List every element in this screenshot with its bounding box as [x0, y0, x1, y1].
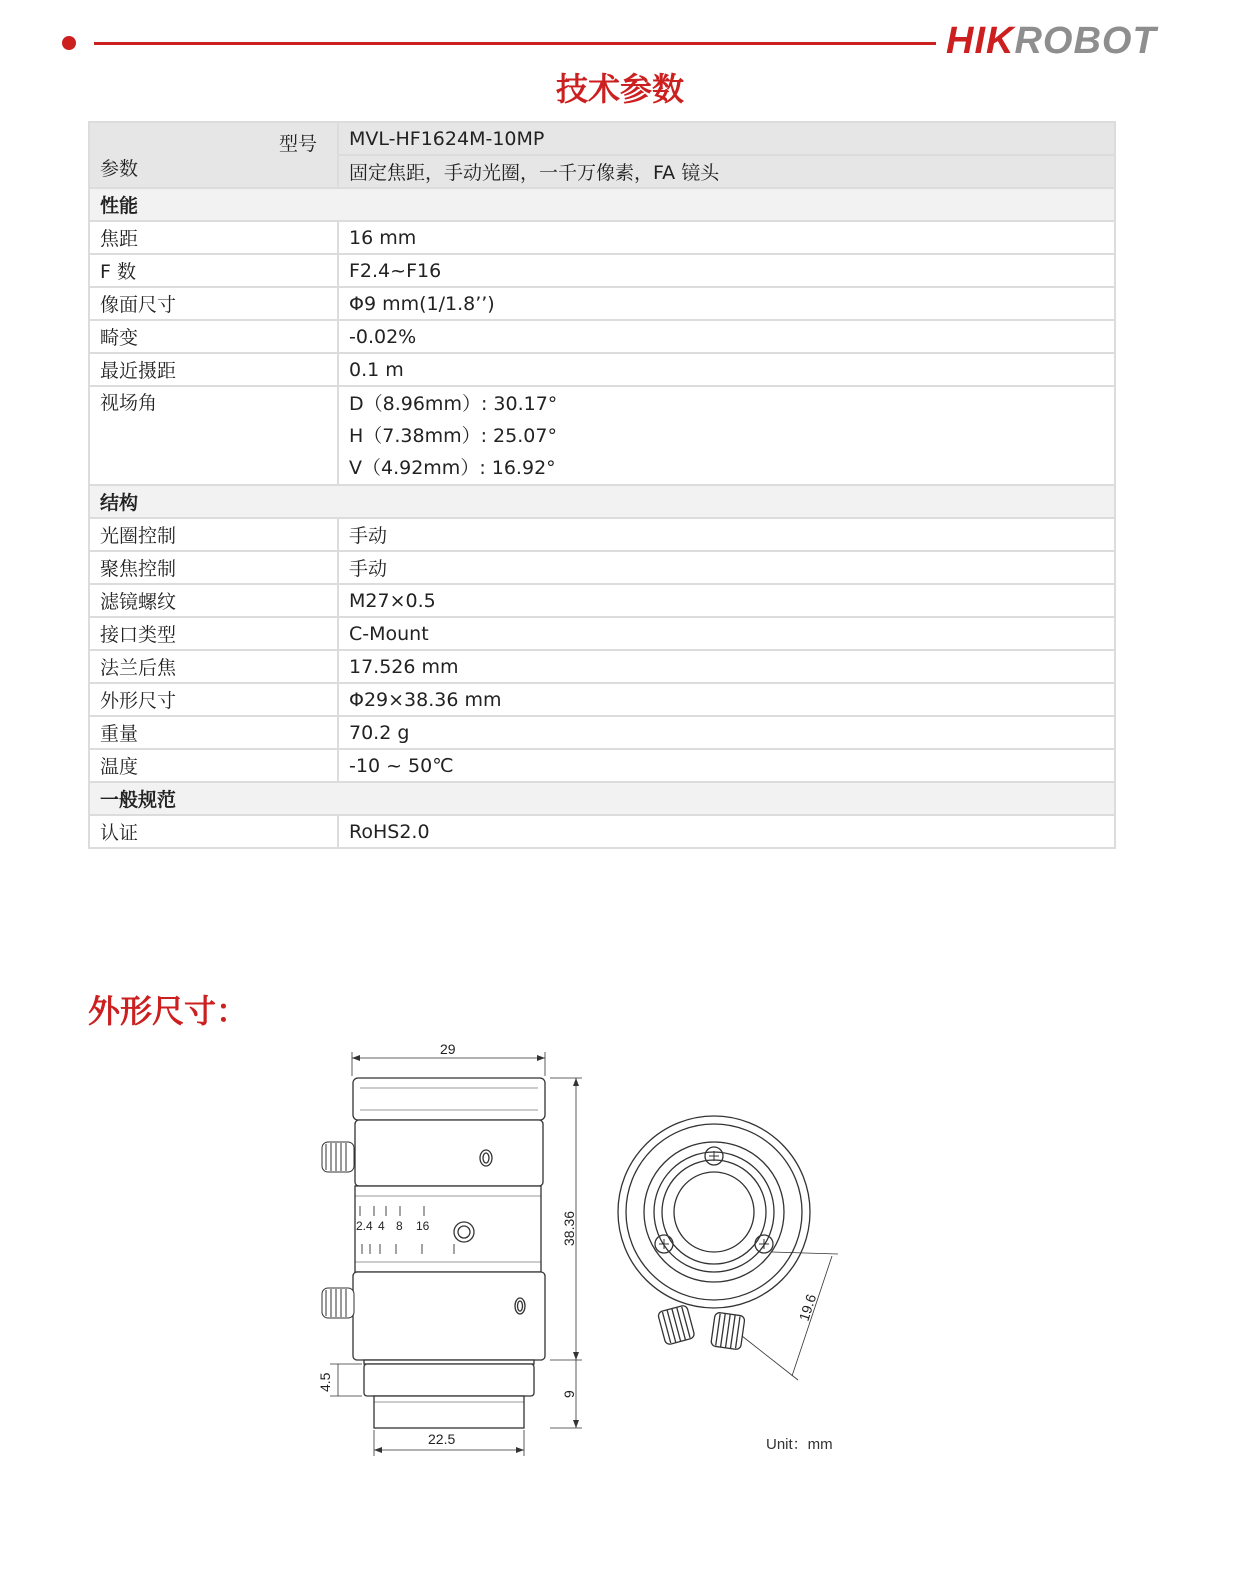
spec-label: 光圈控制	[89, 518, 338, 551]
spec-label: 视场角	[89, 386, 338, 485]
spec-value: 16 mm	[338, 221, 1115, 254]
spec-label: 温度	[89, 749, 338, 782]
spec-row	[89, 254, 1115, 287]
spec-value: 0.1 m	[338, 353, 1115, 386]
corner-cell	[89, 122, 338, 188]
spec-row	[89, 683, 1115, 716]
corner-model-label: 型号	[278, 133, 317, 155]
spec-value: F2.4~F16	[338, 254, 1115, 287]
model-row	[89, 122, 1115, 155]
f-tick-1: 2.4	[356, 1219, 373, 1233]
header-rule	[94, 42, 936, 45]
spec-row	[89, 287, 1115, 320]
spec-row	[89, 650, 1115, 683]
spec-label: 滤镜螺纹	[89, 584, 338, 617]
page-title: 技术参数	[555, 70, 684, 108]
unit-label: Unit：mm	[766, 1436, 833, 1453]
dim-flange: 4.5	[317, 1372, 333, 1392]
dim-length: 38.36	[561, 1210, 577, 1246]
dim-mount-length: 9	[561, 1390, 577, 1398]
corner-param-label: 参数	[100, 158, 139, 180]
spec-value: 17.526 mm	[338, 650, 1115, 683]
spec-label: 接口类型	[89, 617, 338, 650]
spec-row	[89, 815, 1115, 848]
section-heading: 结构	[89, 485, 1115, 518]
dimensions-title: 外形尺寸：	[88, 992, 249, 1030]
f-tick-3: 8	[396, 1219, 403, 1233]
spec-label: 聚焦控制	[89, 551, 338, 584]
spec-row	[89, 320, 1115, 353]
hikrobot-logo	[946, 20, 1157, 63]
dim-width-top: 29	[440, 1041, 456, 1057]
spec-table	[88, 121, 1116, 849]
spec-label: 像面尺寸	[89, 287, 338, 320]
spec-label: 法兰后焦	[89, 650, 338, 683]
model-value: MVL-HF1624M-10MP	[338, 122, 1115, 155]
spec-row	[89, 386, 1115, 485]
spec-label: 焦距	[89, 221, 338, 254]
section-heading: 性能	[89, 188, 1115, 221]
section-row	[89, 782, 1115, 815]
lens-dimension-drawing	[300, 1030, 860, 1470]
logo-robot: ROBOT	[1014, 20, 1157, 62]
spec-label: 最近摄距	[89, 353, 338, 386]
spec-value: 手动	[338, 518, 1115, 551]
logo-hik: HIK	[946, 20, 1015, 62]
spec-value: 70.2 g	[338, 716, 1115, 749]
section-row	[89, 485, 1115, 518]
spec-row	[89, 749, 1115, 782]
spec-value: RoHS2.0	[338, 815, 1115, 848]
spec-row	[89, 716, 1115, 749]
spec-row	[89, 353, 1115, 386]
spec-row	[89, 551, 1115, 584]
spec-value: -0.02%	[338, 320, 1115, 353]
spec-value	[338, 386, 1115, 485]
spec-row	[89, 617, 1115, 650]
spec-value-line: V（4.92mm）: 16.92°	[349, 457, 556, 479]
spec-label: 重量	[89, 716, 338, 749]
spec-label: F 数	[89, 254, 338, 287]
spec-row	[89, 518, 1115, 551]
spec-value: -10 ~ 50℃	[338, 749, 1115, 782]
spec-value: M27×0.5	[338, 584, 1115, 617]
spec-value-line: H（7.38mm）: 25.07°	[349, 425, 557, 447]
f-tick-4: 16	[416, 1219, 430, 1233]
dim-screw-offset: 19.6	[795, 1292, 820, 1323]
description-value: 固定焦距，手动光圈，一千万像素，FA 镜头	[338, 155, 1115, 188]
spec-row	[89, 221, 1115, 254]
header-dot	[62, 36, 76, 50]
spec-value-line: D（8.96mm）: 30.17°	[349, 393, 558, 415]
spec-value: 手动	[338, 551, 1115, 584]
dim-mount-diameter: 22.5	[428, 1431, 456, 1447]
spec-row	[89, 584, 1115, 617]
spec-value: C-Mount	[338, 617, 1115, 650]
spec-value: Φ9 mm(1/1.8’’)	[338, 287, 1115, 320]
section-row	[89, 188, 1115, 221]
section-heading: 一般规范	[89, 782, 1115, 815]
f-tick-2: 4	[378, 1219, 385, 1233]
spec-label: 认证	[89, 815, 338, 848]
spec-value: Φ29×38.36 mm	[338, 683, 1115, 716]
spec-label: 畸变	[89, 320, 338, 353]
spec-label: 外形尺寸	[89, 683, 338, 716]
